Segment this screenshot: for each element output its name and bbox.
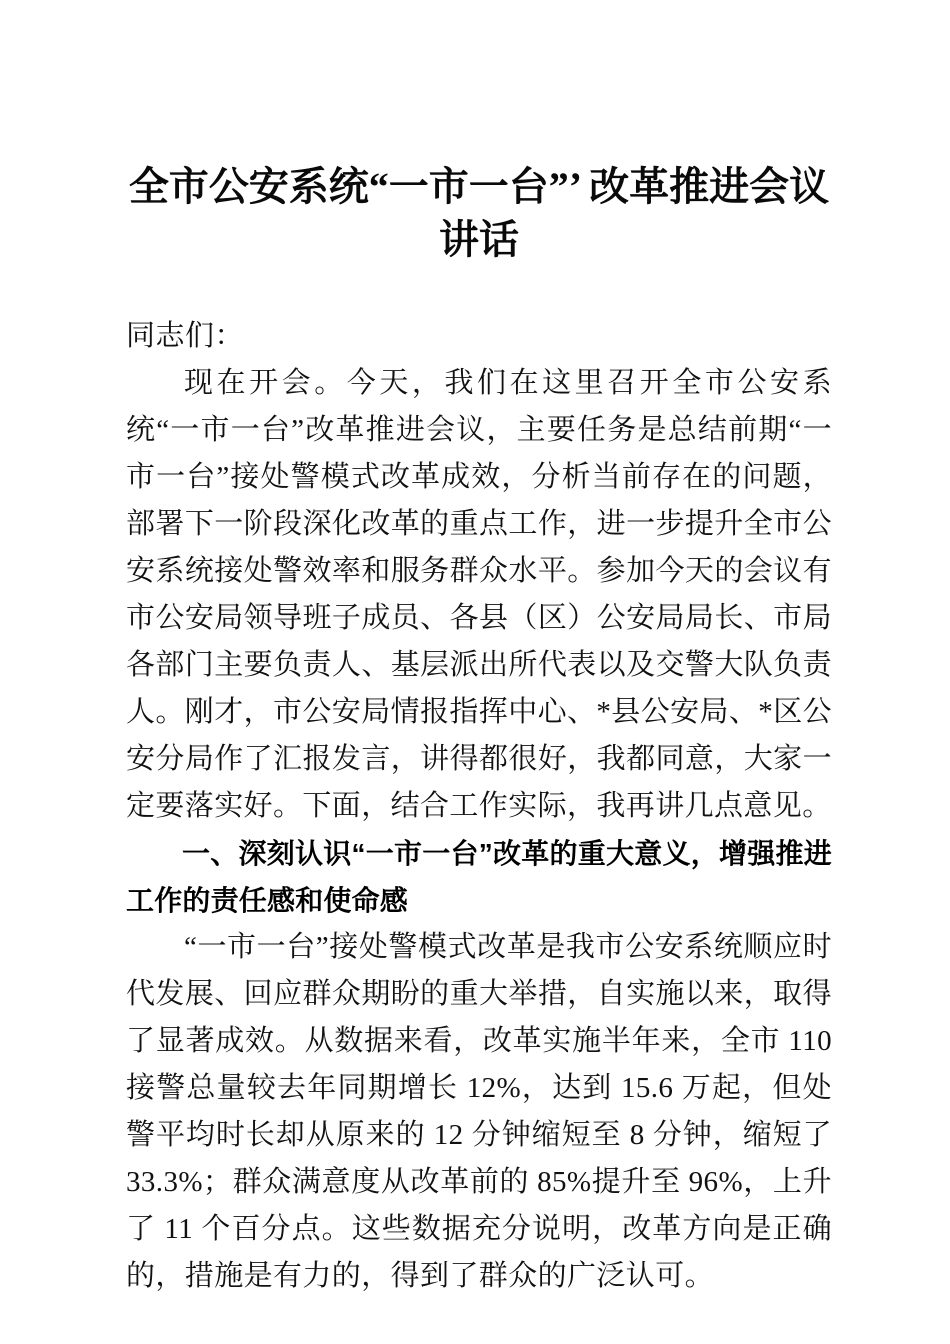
salutation: 同志们： — [126, 320, 245, 352]
section-heading-one: 一、深刻认识“一市一台”改革的重大意义，增强推进工作的责任感和使命感 — [126, 838, 832, 916]
paragraph-reform-results: “一市一台”接处警模式改革是我市公安系统顺应时代发展、回应群众期盼的重大举措，自实施以来，取得了显著成效。从数据来看，改革实施半年来，全市 110 接警总量较去年同期增长 12%，达到 15.6 万起，但处警平均时长却从原来的 12 分钟缩短至 8 分钟，缩短了 33.3%；群众满意度从改革前的 85%提升至 96%，上升了 11 个百分点。这些数据充分说明，改革方向是正确的，措施是有力的，得到了群众的广泛认可。 — [126, 931, 832, 1292]
page-title: 全市公安系统“一市一台”’ 改革推进会议讲话 — [128, 164, 830, 262]
document-content — [126, 0, 832, 1300]
paragraph-opening-remarks: 现在开会。今天，我们在这里召开全市公安系统“一市一台”改革推进会议，主要任务是总结前期“一市一台”接处警模式改革成效，分析当前存在的问题，部署下一阶段深化改革的重点工作，进一步提升全市公安系统接处警效率和服务群众水平。参加今天的会议有市公安局领导班子成员、各县（区）公安局局长、市局各部门主要负责人、基层派出所代表以及交警大队负责人。刚才，市公安局情报指挥中心、*县公安局、*区公安分局作了汇报发言，讲得都很好，我都同意，大家一定要落实好。下面，结合工作实际，我再讲几点意见。 — [126, 367, 833, 822]
